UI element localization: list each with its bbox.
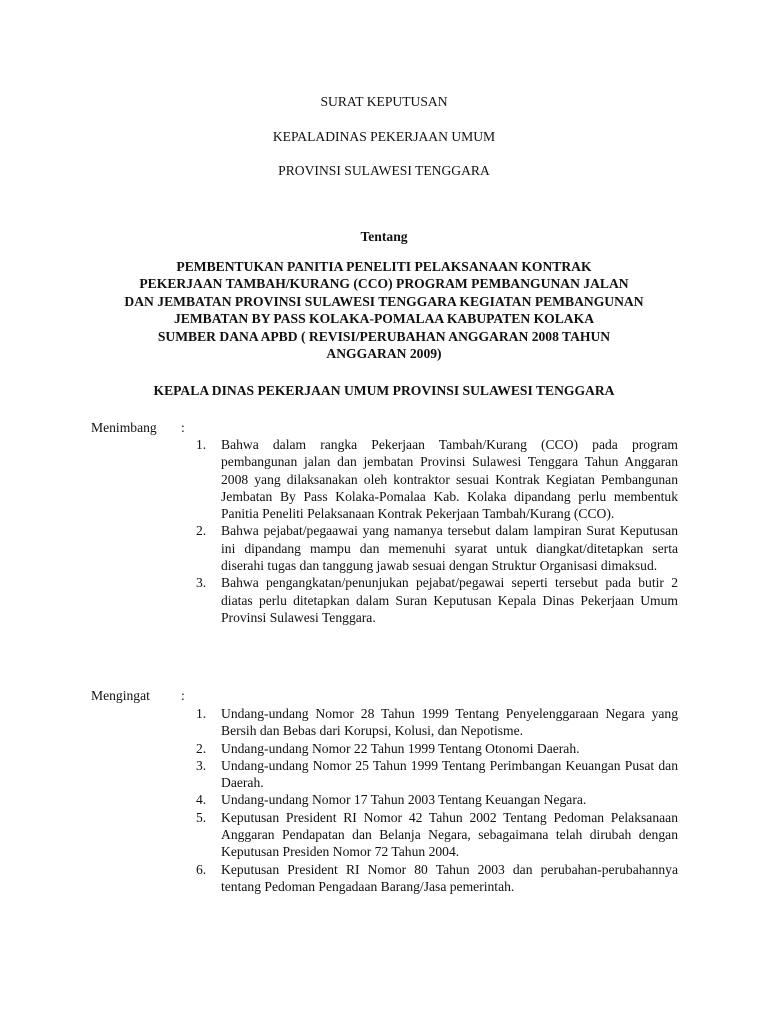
tentang-heading: Tentang	[360, 229, 408, 244]
item-number: 1.	[196, 706, 207, 721]
list-item	[196, 809, 678, 861]
subject-line: PEMBENTUKAN PANITIA PENELITI PELAKSANAAN KONTRAK	[176, 259, 592, 274]
item-number: 1.	[196, 437, 207, 452]
subject-line: PEKERJAAN TAMBAH/KURANG (CCO) PROGRAM PEMBANGUNAN JALAN	[139, 276, 629, 292]
list-item	[196, 522, 678, 574]
list-item	[196, 436, 678, 522]
list-item	[196, 757, 678, 792]
list-item	[196, 791, 678, 808]
menimbang-label: Menimbang	[91, 420, 157, 435]
subject-line: ANGGARAN 2009)	[326, 346, 442, 362]
item-number: 3.	[196, 575, 207, 591]
subject-line: JEMBATAN BY PASS KOLAKA-POMALAA KABUPATEN KOLAKA	[173, 311, 595, 327]
item-number: 2.	[196, 740, 207, 756]
list-item	[196, 574, 678, 626]
item-number: 4.	[196, 792, 207, 808]
item-text: Undang-undang Nomor 25 Tahun 1999 Tentang Perimbangan Keuangan Pusat dan Daerah.	[221, 757, 678, 791]
subject-line: SUMBER DANA APBD ( REVISI/PERUBAHAN ANGGARAN 2008 TAHUN	[157, 328, 611, 344]
item-text: Undang-undang Nomor 28 Tahun 1999 Tentang Penyelenggaraan Negara yang Bersih dan Bebas dari Korupsi, Kolusi, dan Nepotisme.	[221, 706, 678, 739]
mengingat-list	[196, 705, 678, 895]
mengingat-label: Mengingat	[91, 688, 150, 703]
item-number: 6.	[196, 861, 207, 877]
office-name: KEPALADINAS PEKERJAAN UMUM	[272, 129, 496, 144]
list-item	[196, 740, 678, 757]
item-text: Keputusan President RI Nomor 80 Tahun 2003 dan perubahan-perubahannya tentang Pedoman Pengadaan Barang/Jasa pemerintah.	[221, 861, 678, 894]
item-number: 3.	[196, 757, 207, 773]
doc-title: SURAT KEPUTUSAN	[320, 94, 448, 109]
item-text: Bahwa pejabat/pegaawai yang namanya tersebut dalam lampiran Surat Keputusan ini dipandang mampu dan memenuhi syarat untuk diangkat/ditetapkan serta diserahi tugas dan tanggung jawab sesuai dengan Struktur Organisasi dimaksud.	[221, 523, 678, 574]
menimbang-colon: :	[181, 420, 185, 435]
item-number: 2.	[196, 523, 207, 539]
item-text: Undang-undang Nomor 22 Tahun 1999 Tentang Otonomi Daerah.	[221, 740, 580, 756]
item-text: Bahwa dalam rangka Pekerjaan Tambah/Kurang (CCO) pada program pembangunan jalan dan jembatan Provinsi Sulawesi Tenggara Tahun Anggaran 2008 yang dilaksanakan oleh kontraktor sesuai Kontrak Kegiatan Pembangunan Jembatan By Pass Kolaka-Pomalaa Kab. Kolaka dipandang perlu membentuk Panitia Peneliti Pelaksanaan Kontrak Pekerjaan Tambah/Kurang (CCO).	[221, 437, 678, 522]
list-item	[196, 861, 678, 896]
province-name: PROVINSI SULAWESI TENGGARA	[278, 163, 490, 178]
item-text: Bahwa pengangkatan/penunjukan pejabat/pegawai seperti tersebut pada butir 2 diatas perlu ditetapkan dalam Suran Keputusan Kepala Dinas Pekerjaan Umum Provinsi Sulawesi Tenggara.	[221, 575, 678, 625]
mengingat-colon: :	[181, 688, 185, 703]
item-text: Keputusan President RI Nomor 42 Tahun 2002 Tentang Pedoman Pelaksanaan Anggaran Pendapatan dan Belanja Negara, sebagaimana telah dirubah dengan Keputusan Presiden Nomor 72 Tahun 2004.	[221, 809, 678, 860]
subject-line: DAN JEMBATAN PROVINSI SULAWESI TENGGARA KEGIATAN PEMBANGUNAN	[124, 293, 644, 309]
menimbang-list	[196, 436, 678, 626]
subject-block	[60, 258, 708, 362]
issuer-heading: KEPALA DINAS PEKERJAAN UMUM PROVINSI SULAWESI TENGGARA	[153, 383, 615, 398]
item-number: 5.	[196, 809, 207, 825]
list-item	[196, 705, 678, 740]
item-text: Undang-undang Nomor 17 Tahun 2003 Tentang Keuangan Negara.	[221, 792, 587, 808]
